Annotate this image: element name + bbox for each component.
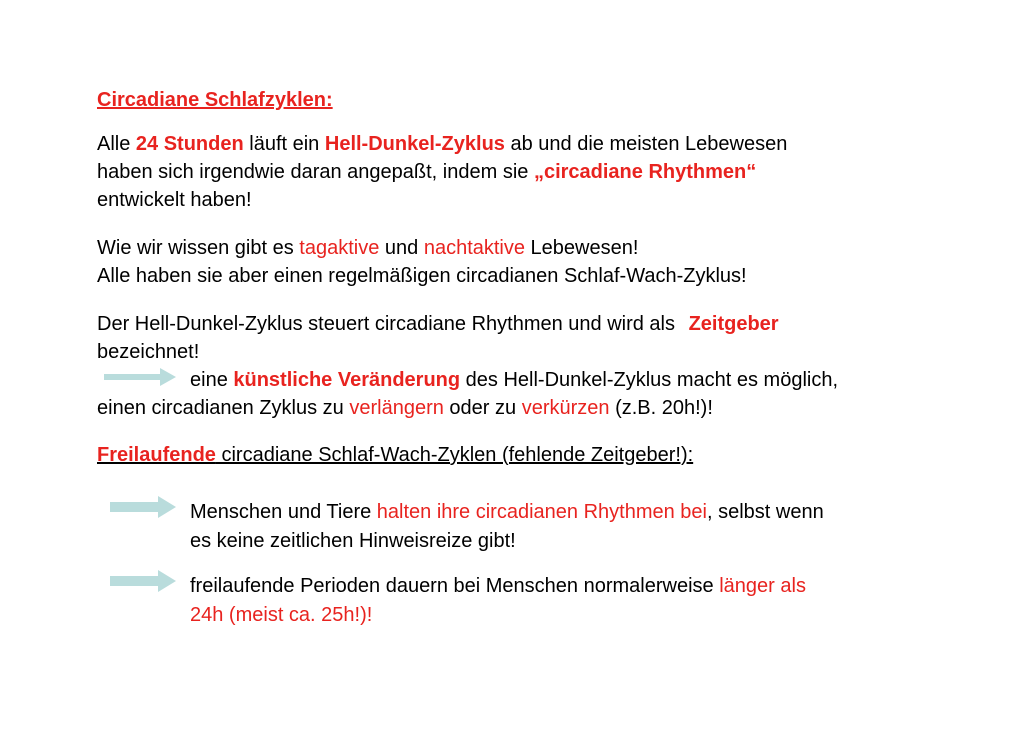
para1-line2 xyxy=(97,160,756,184)
text: und xyxy=(379,237,424,259)
para3-line2: bezeichnet! xyxy=(97,341,200,363)
text: freilaufende Perioden dauern bei Menschen normalerweise xyxy=(190,575,720,597)
right-arrow-icon xyxy=(104,368,176,386)
para1-line1 xyxy=(97,132,787,156)
highlight-tagaktive: tagaktive xyxy=(299,237,380,259)
text: ab und die meisten Lebewesen xyxy=(504,133,788,155)
bullet2-line1 xyxy=(190,574,806,598)
text: läuft ein xyxy=(243,133,325,155)
text: Alle xyxy=(97,133,136,155)
para3-line1 xyxy=(97,312,779,336)
highlight-freilaufende: Freilaufende xyxy=(97,444,216,466)
text: (z.B. 20h!)! xyxy=(609,397,713,419)
text: Wie wir wissen gibt es xyxy=(97,237,300,259)
highlight-nachtaktive: nachtaktive xyxy=(423,237,525,259)
highlight-kuenstliche-veraenderung: künstliche Veränderung xyxy=(233,369,461,391)
right-arrow-icon xyxy=(110,570,176,592)
para3-line3 xyxy=(190,368,838,392)
bullet1-line2: es keine zeitlichen Hinweisreize gibt! xyxy=(190,530,516,552)
highlight-verkuerzen: verkürzen xyxy=(521,397,610,419)
bullet1-line1 xyxy=(190,500,824,524)
highlight-halten-rhythmen: halten ihre circadianen Rhythmen bei xyxy=(376,501,707,523)
para2-line1 xyxy=(97,236,638,260)
para2-line2: Alle haben sie aber einen regelmäßigen circadianen Schlaf-Wach-Zyklus! xyxy=(97,265,747,287)
text: des Hell-Dunkel-Zyklus macht es möglich, xyxy=(460,369,839,391)
text: haben sich irgendwie daran angepaßt, indem sie xyxy=(97,161,534,183)
highlight-circadiane-rhythmen: „circadiane Rhythmen“ xyxy=(533,161,757,183)
text: Lebewesen! xyxy=(525,237,639,259)
bullet2-line2: 24h (meist ca. 25h!)! xyxy=(190,604,373,626)
highlight-zeitgeber: Zeitgeber xyxy=(688,313,779,335)
right-arrow-icon xyxy=(110,496,176,518)
text: eine xyxy=(190,369,234,391)
text: einen circadianen Zyklus zu xyxy=(97,397,350,419)
text: Der Hell-Dunkel-Zyklus steuert circadiane Rhythmen und wird als xyxy=(97,313,681,335)
text: , selbst wenn xyxy=(706,501,824,523)
text: oder zu xyxy=(443,397,522,419)
text: Menschen und Tiere xyxy=(190,501,377,523)
para1-line3: entwickelt haben! xyxy=(97,189,252,211)
highlight-verlaengern: verlängern xyxy=(349,397,444,419)
text: circadiane Schlaf-Wach-Zyklen (fehlende Zeitgeber!): xyxy=(215,444,694,466)
highlight-laenger-als: länger als xyxy=(719,575,806,597)
slide-heading: Circadiane Schlafzyklen: xyxy=(97,89,333,111)
freerun-heading xyxy=(97,443,693,467)
highlight-hell-dunkel-zyklus: Hell-Dunkel-Zyklus xyxy=(324,133,505,155)
para3-line4 xyxy=(97,396,713,420)
highlight-24-stunden: 24 Stunden xyxy=(135,133,244,155)
